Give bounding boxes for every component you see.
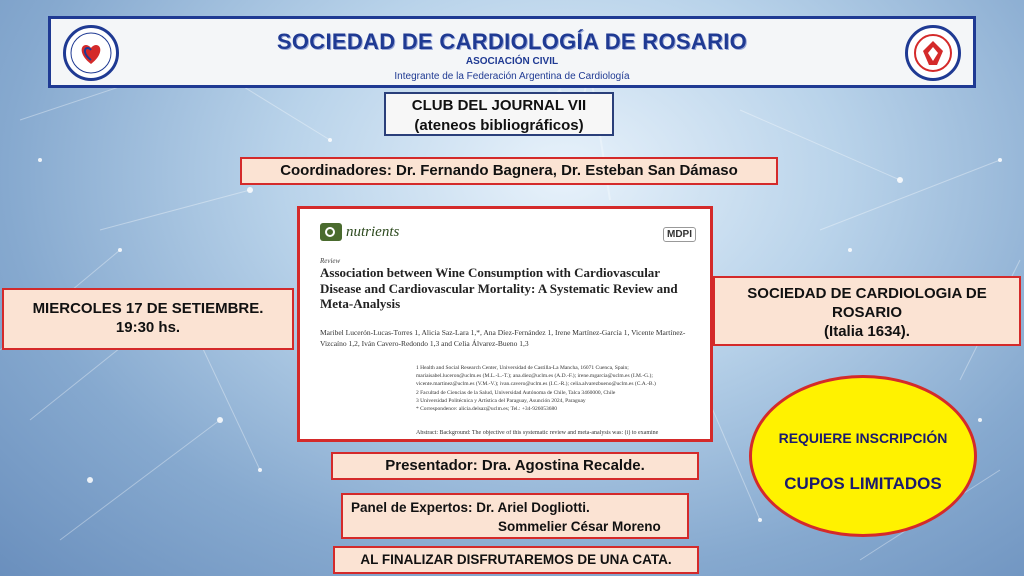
presenter-box: Presentador: Dra. Agostina Recalde. xyxy=(331,452,699,480)
article-affiliations xyxy=(416,364,694,413)
publisher-logo: MDPI xyxy=(663,227,696,242)
affiliation-line: 3 Universidad Politécnica y Artística del Paraguay, Asunción 2024, Paraguay xyxy=(416,397,586,404)
society-subtitle: ASOCIACIÓN CIVIL xyxy=(465,56,559,67)
panel-box xyxy=(341,493,689,539)
journal-label: nutrients xyxy=(346,223,400,240)
article-type: Review xyxy=(320,257,341,265)
club-title: CLUB DEL JOURNAL VII xyxy=(411,97,587,114)
society-title: SOCIEDAD DE CARDIOLOGÍA DE ROSARIO xyxy=(276,29,748,54)
panel-line-2: Sommelier César Moreno xyxy=(498,519,661,534)
limited-spots: CUPOS LIMITADOS xyxy=(784,474,942,493)
club-subtitle: (ateneos bibliográficos) xyxy=(414,117,584,134)
venue-line-2: ROSARIO xyxy=(831,304,902,321)
federation-logo xyxy=(905,25,961,81)
affiliation-line: 1 Health and Social Research Center, Universidad de Castilla-La Mancha, 16071 Cuenca, Spain; xyxy=(416,365,629,371)
article-authors: Maribel Lucerón-Lucas-Torres 1, Alicia Saz-Lara 1,*, Ana Díez-Fernández 1, Irene Martínez-García 1, Vicente Martínez-Vizcaíno 1,2, Iván Cavero-Redondo 1,3 and Celia Álvarez-Bueno 1,3 xyxy=(320,328,686,348)
article-title: Association between Wine Consumption with Cardiovascular Disease and Cardiovascular Mortality: A Systematic Review and Meta-Analysis xyxy=(320,265,678,311)
affiliation-line: vicente.martinez@uclm.es (V.M.-V.); ivan.cavero@uclm.es (I.C.-R.); celia.alvarezbueno@uclm.es (C.A.-B.) xyxy=(416,381,656,388)
affiliation-line: mariaisabel.luceron@uclm.es (M.L.-L.-T.); ana.diez@uclm.es (A.D.-F.); irene.mgarcia@uclm.es (I.M.-G.); xyxy=(416,373,653,380)
registration-required: REQUIERE INSCRIPCIÓN xyxy=(778,430,948,446)
paper-preview xyxy=(297,206,713,442)
affiliation-line: 2 Facultad de Ciencias de la Salud, Universidad Autónoma de Chile, Talca 3460000, Chile xyxy=(416,389,616,396)
coordinators-box: Coordinadores: Dr. Fernando Bagnera, Dr. Esteban San Dámaso xyxy=(240,157,778,185)
club-title-box xyxy=(384,92,614,136)
date-box xyxy=(2,288,294,350)
federation-emblem-icon xyxy=(911,31,955,75)
journal-logo-icon xyxy=(320,223,342,241)
society-affiliation: Integrante de la Federación Argentina de Cardiología xyxy=(394,71,630,82)
panel-line-1: Panel de Expertos: Dr. Ariel Dogliotti. xyxy=(351,500,590,515)
header-banner xyxy=(48,16,976,88)
event-date: MIERCOLES 17 DE SETIEMBRE. xyxy=(32,300,264,317)
journal-name xyxy=(320,223,399,241)
event-time: 19:30 hs. xyxy=(115,319,181,336)
venue-address: (Italia 1634). xyxy=(824,323,910,340)
article-abstract: Abstract: Background: The objective of this systematic review and meta-analysis was: (i) to examine xyxy=(416,430,659,436)
affiliation-line: * Correspondence: alicia.delsaz@uclm.es; Tel.: +34-926053680 xyxy=(416,406,558,413)
tasting-box: AL FINALIZAR DISFRUTAREMOS DE UNA CATA. xyxy=(333,546,699,574)
venue-box xyxy=(713,276,1021,346)
registration-oval xyxy=(749,375,977,537)
venue-line-1: SOCIEDAD DE CARDIOLOGIA DE xyxy=(747,285,987,302)
